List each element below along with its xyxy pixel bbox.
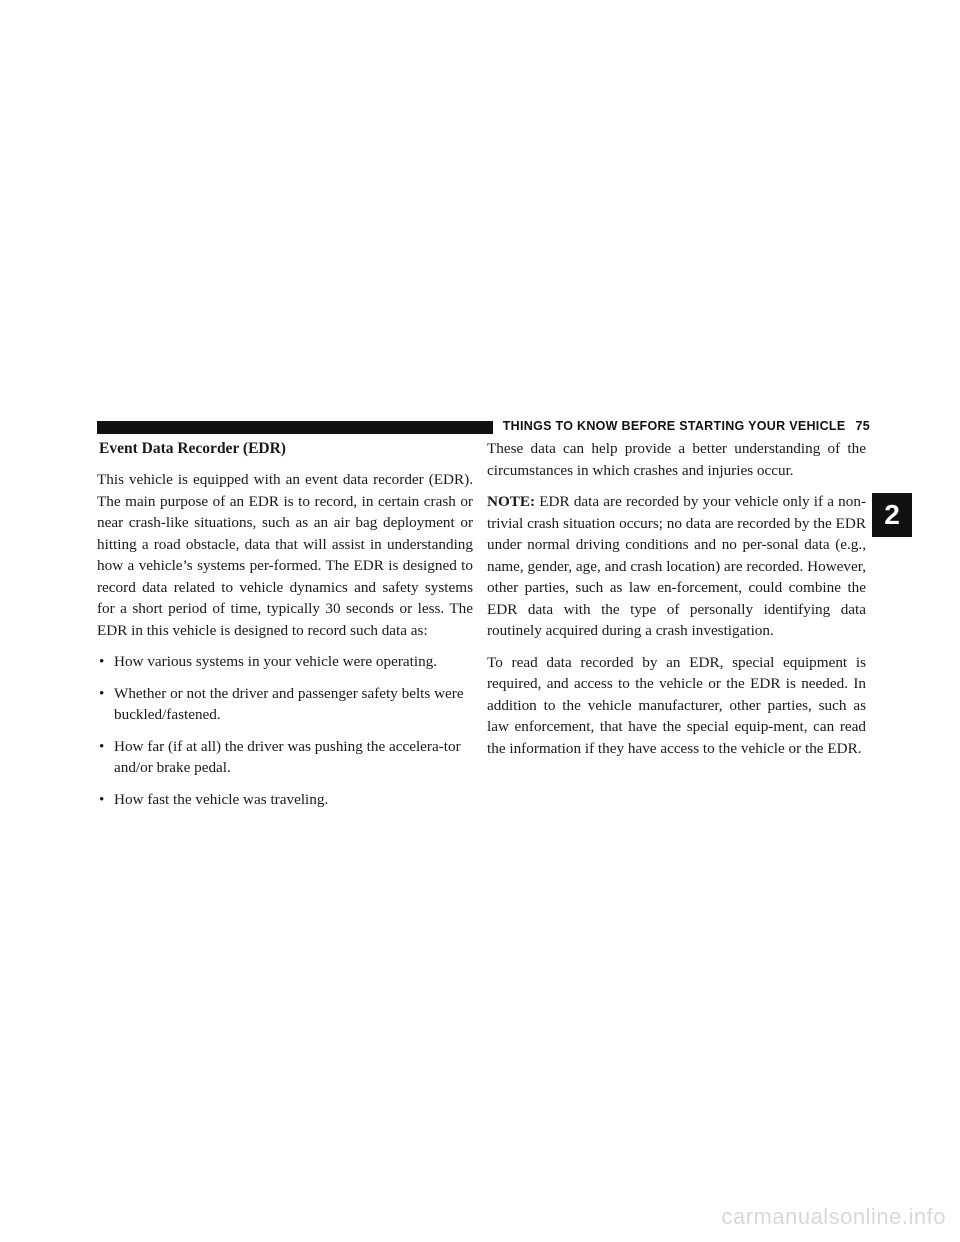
list-item-text: How fast the vehicle was traveling. <box>114 790 329 808</box>
understanding-paragraph: These data can help provide a better understanding of the circumstances in which crashes and injuries occur. <box>487 440 866 479</box>
header-title: THINGS TO KNOW BEFORE STARTING YOUR VEHICLE <box>502 419 846 433</box>
note-text: EDR data are recorded by your vehicle only if a non-trivial crash situation occurs; no data are recorded by the EDR under normal driving conditions and no per-sonal data (e.g., name, gender, age, and crash location) are recorded. However, other parties, such as law en-forcement, could combine the EDR data with the type of personally identifying data routinely acquired during a crash investigation. <box>487 493 866 639</box>
list-item <box>97 651 473 673</box>
list-item-text: Whether or not the driver and passenger safety belts were buckled/fastened. <box>114 684 464 723</box>
running-header <box>493 412 870 440</box>
intro-paragraph: This vehicle is equipped with an event data recorder (EDR). The main purpose of an EDR is to record, in certain crash or near crash-like situations, such as an air bag deployment or hitting a road obstacle, data that will assist in understanding how a vehicle’s systems per-formed. The EDR is designed to record data related to vehicle dynamics and safety systems for a short period of time, typically 30 seconds or less. The EDR in this vehicle is designed to record such data as: <box>97 471 473 639</box>
list-item-text: How far (if at all) the driver was pushing the accelera-tor and/or brake pedal. <box>114 737 461 776</box>
watermark-logo: carmanualsonline.info <box>721 1204 946 1229</box>
bullet-icon: • <box>99 684 105 702</box>
page-number: 75 <box>855 419 870 433</box>
note-paragraph <box>487 491 866 642</box>
chapter-tab: 2 <box>872 493 912 537</box>
list-item-text: How various systems in your vehicle were operating. <box>114 653 438 670</box>
bullet-list <box>97 651 473 810</box>
list-item <box>97 683 473 726</box>
right-column <box>487 438 866 769</box>
list-item <box>97 789 473 811</box>
left-column <box>97 438 473 820</box>
list-item <box>97 736 473 779</box>
note-label: NOTE: <box>487 493 536 510</box>
section-heading: Event Data Recorder (EDR) <box>99 440 286 457</box>
bullet-icon: • <box>99 737 105 755</box>
bullet-icon: • <box>99 653 105 670</box>
bullet-icon: • <box>99 790 105 808</box>
read-data-paragraph: To read data recorded by an EDR, special equipment is required, and access to the vehicle or the EDR is needed. In addition to the vehicle manufacturer, other parties, such as law enforcement, that have the special equip-ment, can read the information if they have access to the vehicle or the EDR. <box>487 653 866 757</box>
